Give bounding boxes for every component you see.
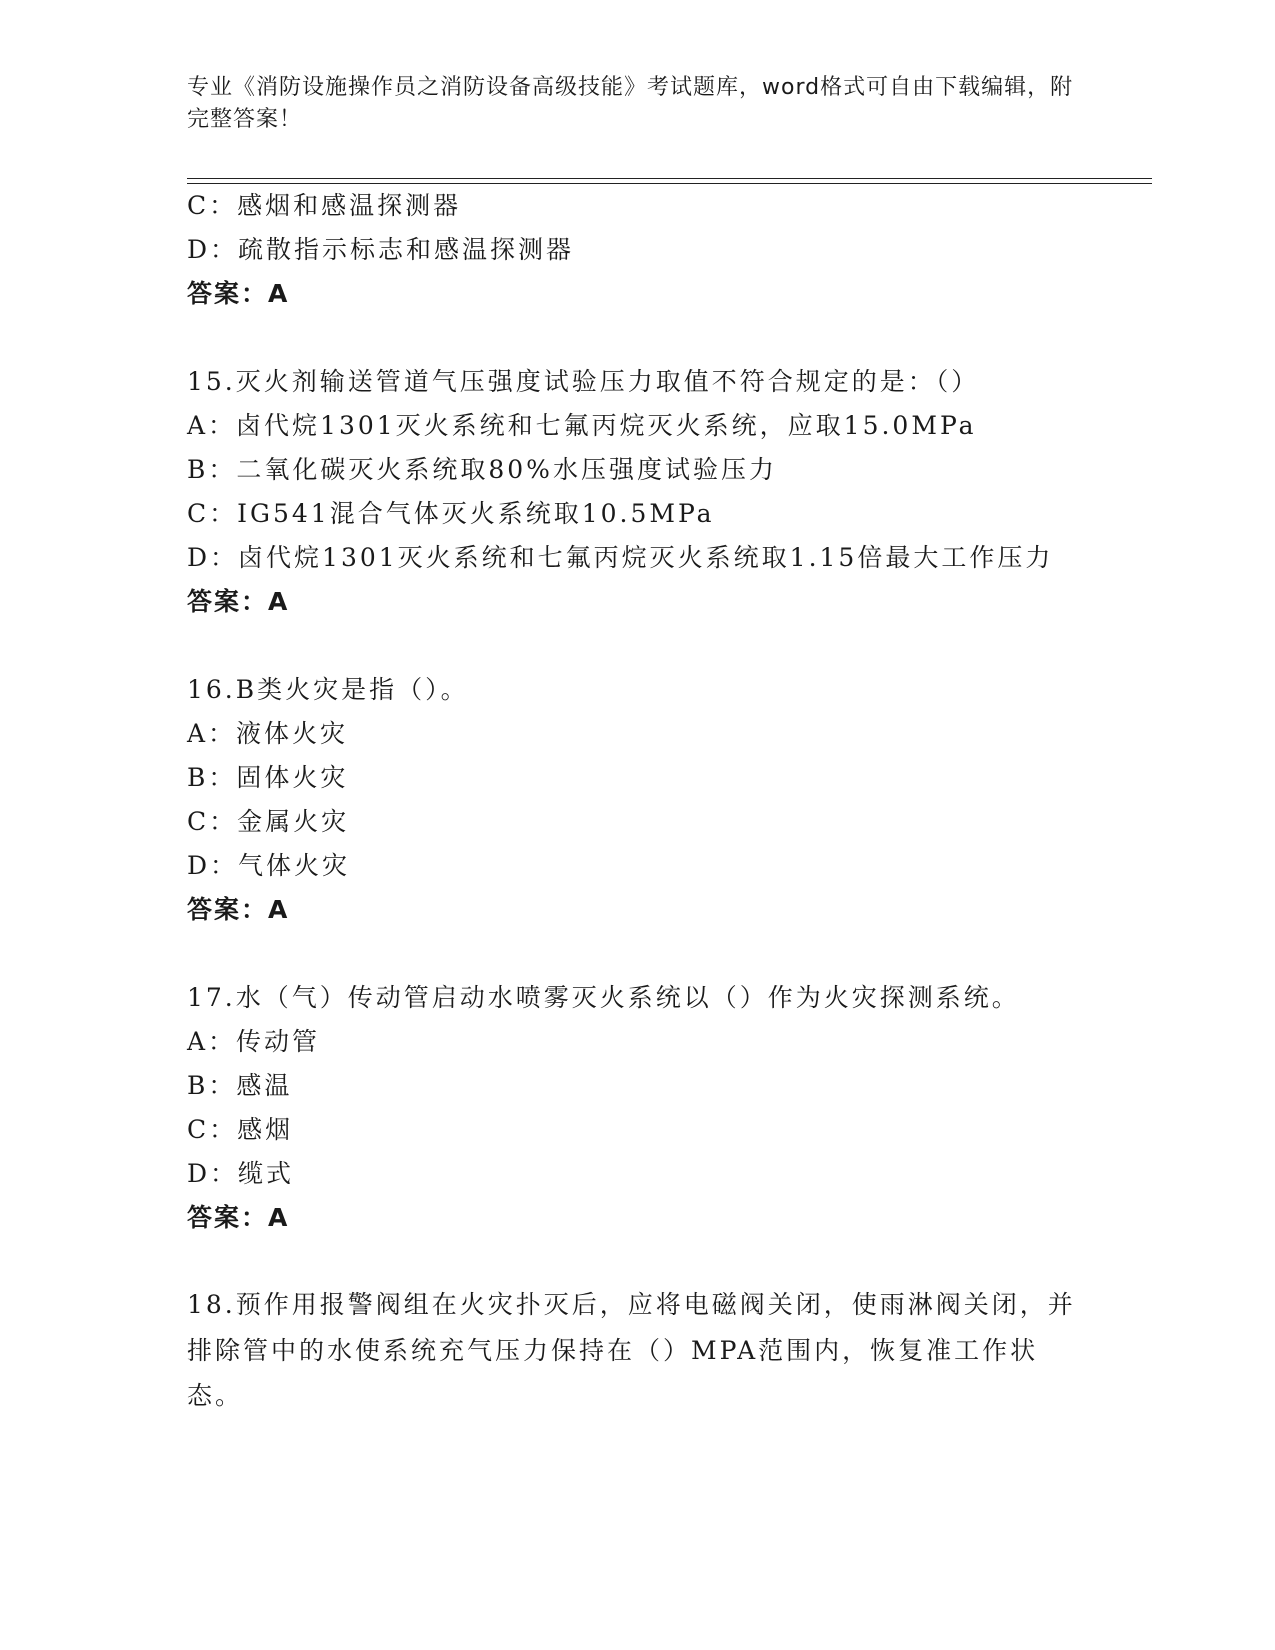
q16-answer: 答案：A [187, 895, 290, 924]
q17-option-d: D：缆式 [187, 1159, 295, 1188]
q14-answer: 答案：A [187, 279, 290, 308]
q15-question: 15.灭火剂输送管道气压强度试验压力取值不符合规定的是：（） [187, 367, 980, 396]
q17-option-b: B：感温 [187, 1071, 293, 1100]
q17-answer: 答案：A [187, 1203, 290, 1232]
q16-option-b: B：固体火灾 [187, 763, 349, 792]
q16-option-d: D：气体火灾 [187, 851, 351, 880]
q16-option-a: A：液体火灾 [187, 719, 349, 748]
q15-option-c: C：IG541混合气体灭火系统取10.5MPa [187, 499, 715, 528]
header-rule-bottom [187, 183, 1152, 184]
q14-option-c: C：感烟和感温探测器 [187, 191, 462, 220]
q18-question: 18.预作用报警阀组在火灾扑灭后，应将电磁阀关闭，使雨淋阀关闭，并排除管中的水使系统充气压力保持在（）MPA范围内，恢复准工作状态。 [187, 1290, 1076, 1410]
q14-option-d: D：疏散指示标志和感温探测器 [187, 235, 575, 264]
header-rule-top [187, 178, 1152, 179]
q16-question: 16.B类火灾是指（）。 [187, 675, 469, 704]
q17-option-a: A：传动管 [187, 1027, 321, 1056]
q17-question: 17.水（气）传动管启动水喷雾灭火系统以（）作为火灾探测系统。 [187, 983, 1020, 1012]
q15-answer: 答案：A [187, 587, 290, 616]
q15-option-d: D：卤代烷1301灭火系统和七氟丙烷灭火系统取1.15倍最大工作压力 [187, 543, 1054, 572]
q15-option-a: A：卤代烷1301灭火系统和七氟丙烷灭火系统，应取15.0MPa [187, 411, 977, 440]
page-header: 专业《消防设施操作员之消防设备高级技能》考试题库，word格式可自由下载编辑，附完整答案！ [187, 75, 1074, 132]
q17-option-c: C：感烟 [187, 1115, 294, 1144]
q16-option-c: C：金属火灾 [187, 807, 350, 836]
q15-option-b: B：二氧化碳灭火系统取80%水压强度试验压力 [187, 455, 777, 484]
